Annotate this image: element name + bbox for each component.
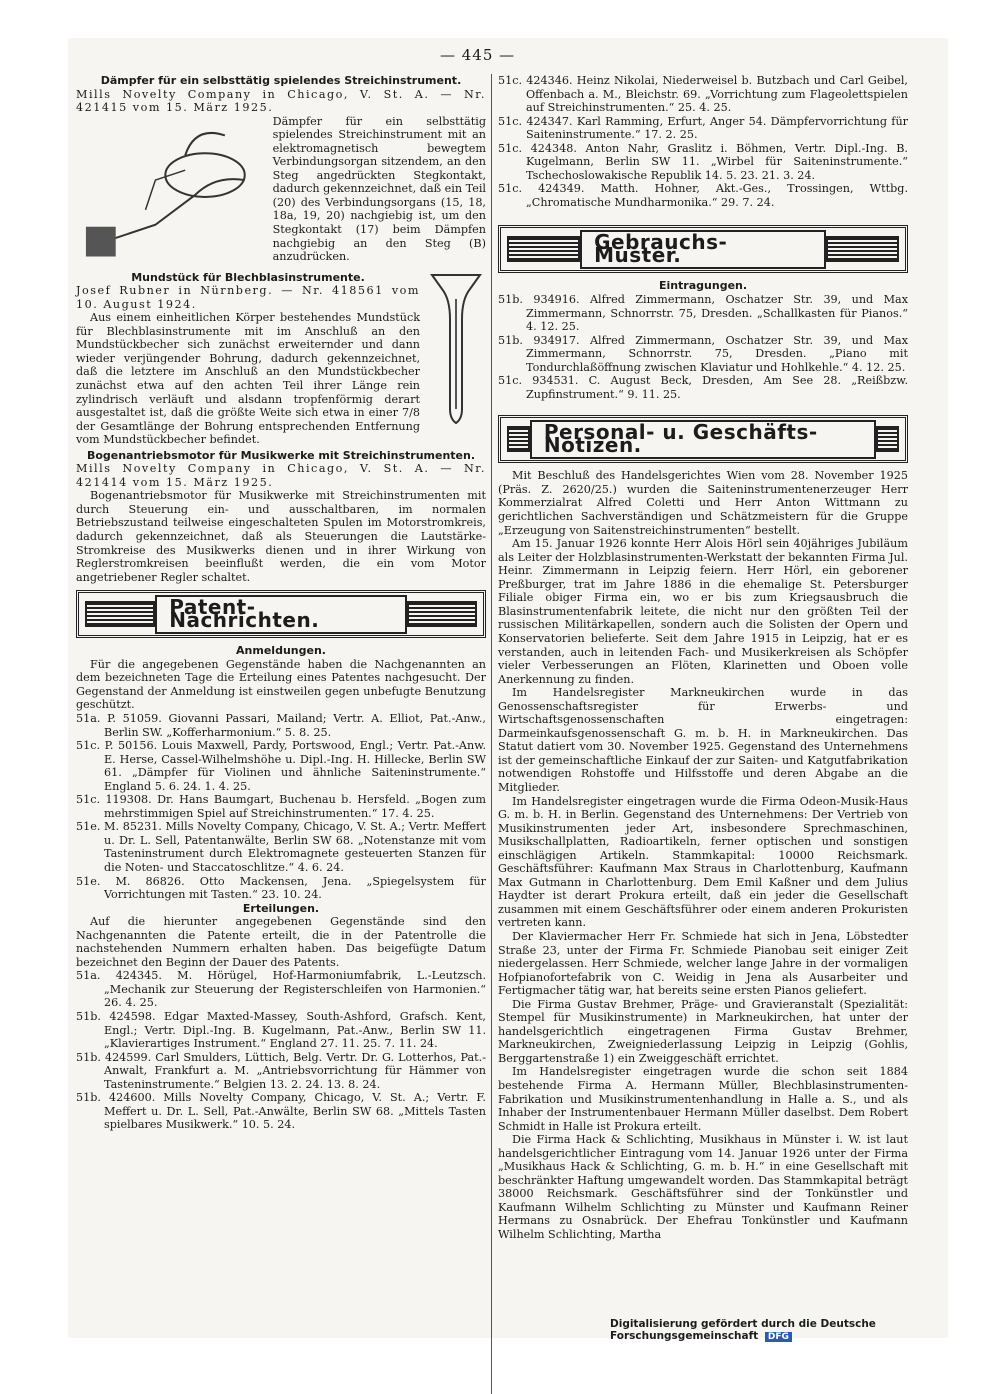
mouthpiece-figure — [426, 269, 486, 429]
list-item: 51c. 119308. Dr. Hans Baumgart, Buchenau b. Hersfeld. „Bogen zum mehrstimmigen Spiel auf Streichinstrumenten.“ 17. 4. 25. — [76, 793, 486, 820]
patent-line: Josef Rubner in Nürnberg. — Nr. 418561 vom 10. August 1924. — [76, 284, 420, 311]
article-heading: Mundstück für Blechblasinstrumente. — [131, 270, 365, 284]
section-heading: Anmeldungen. — [236, 644, 326, 658]
banner-ornament — [85, 601, 155, 627]
patent-line: Mills Novelty Company in Chicago, V. St. A. — Nr. 421415 vom 15. März 1925. — [76, 87, 486, 115]
article-text: Aus einem einheitlichen Körper bestehendes Mundstück für Blechblasinstrumente mit im Anschluß an den Mundstückbecher sich zunächst erweiternder und dann wieder verjüngender Bohrung, dadurch gekennzeichnet, daß die letztere im Anschluß an den Mundstückbecher zunächst etwa auf den achten Teil ihrer Länge rein zylindrisch verläuft und alsdann tropfenförmig derart ausgestaltet ist, daß die größte Weite sich etwa in einer 7/8 der Gesamtlänge der Bohrung entsprechenden Entfernung vom Mundstückbecher befindet. — [76, 311, 420, 447]
banner-ornament — [507, 236, 580, 262]
list-item: 51c. 424346. Heinz Nikolai, Niederweisel b. Butzbach und Carl Geibel, Offenbach a. M., Bleichstr. 69. „Vorrichtung zum Flageolettspielen auf Streichinstrumenten.“ 25. 4. 25. — [498, 74, 908, 115]
article-text: Bogenantriebsmotor für Musikwerke mit Streichinstrumenten mit durch Steuerung ein- und ausschaltbaren, im normalen Betriebszustand teilweise eingeschalteten Spulen im Motorstromkreis, dadurch gekennzeichnet, daß als Steuerungen die Lautstärke-Stromkreise des Musikwerks dienen und in ihrer Wirkung von Reglerstromkreisen beeinflußt werden, die ein vom Motor angetriebener Regler schaltet. — [76, 489, 486, 584]
section-heading: Erteilungen. — [242, 901, 320, 915]
banner-ornament — [507, 426, 530, 452]
list-item: 51c. P. 50156. Louis Maxwell, Pardy, Portswood, Engl.; Vertr. Pat.-Anw. E. Herse, Cassel-Wilhelmshöhe u. Dipl.-Ing. H. Hillecke, Berlin SW 61. „Dämpfer für Violinen und ähnliche Saiteninstrumente.“ England 5. 6. 24. 1. 4. 25. — [76, 739, 486, 793]
list-item: 51c. 424348. Anton Nahr, Graslitz i. Böhmen, Vertr. Dipl.-Ing. B. Kugelmann, Berlin SW 11. „Wirbel für Saiteninstrumente.“ Tschechoslowakische Republik 14. 5. 23. 21. 3. 24. — [498, 141, 908, 182]
list-item: 51b. 934917. Alfred Zimmermann, Oschatzer Str. 39, und Max Zimmermann, Schnorrstr. 75, Dresden. „Piano mit Tondurchlaßöffnung zwischen Klaviatur und Hohlkehle.“ 4. 12. 25. — [498, 333, 908, 374]
section-heading: Eintragungen. — [658, 279, 748, 293]
section-intro: Für die angegebenen Gegenstände haben die Nachgenannten an dem bezeichneten Tage die Erteilung eines Patentes nachgesucht. Der Gegenstand der Anmeldung ist einstweilen gegen unbefugte Benutzung geschützt. — [76, 657, 486, 712]
news-paragraph: Im Handelsregister eingetragen wurde die Firma Odeon-Musik-Haus G. m. b. H. in Berlin. Gegenstand des Unternehmens: Der Vertrieb von Musikinstrumenten jeder Art, insbesondere Sprechmaschinen, Musikschallplatten, Radioartikeln, ferner optischen und sonstigen einschlägigen Artikeln. Stammkapital: 10000 Reichsmark. Geschäftsführer: Kaufmann Max Straus in Charlottenburg, Kaufmann Max Gutmann in Charlottenburg. Dem Emil Kaßner und dem Julius Haydter ist derart Prokura erteilt, daß ein jeder die Gesellschaft zusammen mit einem Geschäftsführer oder einem anderen Prokuristen vertreten kann. — [498, 794, 908, 930]
figure-block — [76, 115, 486, 265]
news-paragraph: Der Klaviermacher Herr Fr. Schmiede hat sich in Jena, Löbstedter Straße 23, unter der Firma Fr. Schmiede Pianobau seit einiger Zeit niedergelassen. Herr Schmiede, welcher lange Jahre in der vormaligen Hofpianofortefabrik von C. Weidig in Jena als Ausarbeiter und Fertigmacher tätig war, hat bereits seine ersten Pianos geliefert. — [498, 929, 908, 998]
news-paragraph: Im Handelsregister eingetragen wurde die schon seit 1884 bestehende Firma A. Hermann Müller, Blechblasinstrumenten-Fabrikation und Musikinstrumentenhandlung in Halle a. S., und als Inhaber der Instrumentenbauer Hermann Müller daselbst. Dem Robert Schmidt in Halle ist Prokura erteilt. — [498, 1065, 908, 1133]
utility-model-banner — [498, 225, 908, 273]
section-intro: Auf die hierunter angegebenen Gegenstände sind den Nachgenannten die Patente erteilt, die in der Patentrolle die nachstehenden Nummern erhalten haben. Das beigefügte Datum bezeichnet den Beginn der Dauer des Patents. — [76, 915, 486, 969]
mouthpiece-block — [76, 269, 486, 447]
list-item: 51c. 424347. Karl Ramming, Erfurt, Anger 54. Dämpfervorrichtung für Saiteninstrumente.“ 17. 2. 25. — [498, 114, 908, 142]
banner-title: Gebrauchs-Muster. — [580, 230, 826, 269]
digitization-footer — [610, 1318, 1000, 1342]
list-item: 51b. 424599. Carl Smulders, Lüttich, Belg. Vertr. Dr. G. Lotterhos, Pat.-Anwalt, Frankfurt a. M. „Antriebsvorrichtung für Hämmer von Tasteninstrumente.“ Belgien 13. 2. 24. 13. 8. 24. — [76, 1050, 486, 1091]
banner-title: Patent-Nachrichten. — [155, 595, 407, 634]
news-paragraph: Im Handelsregister Markneukirchen wurde in das Genossenschaftsregister für Erwerbs- und Wirtschaftsgenossenschaften eingetragen: Darmeinkaufsgenossenschaft G. m. b. H. in Markneukirchen. Das Statut datiert vom 30. November 1925. Gegenstand des Unternehmens ist der gemeinschaftliche Einkauf der zur Saiten- und Katgutfabrikation notwendigen Rohstoffe und Hilfsstoffe und deren Abgabe an die Mitglieder. — [498, 686, 908, 794]
damper-figure — [76, 115, 265, 265]
patent-news-banner — [76, 590, 486, 638]
news-paragraph: Die Firma Hack & Schlichting, Musikhaus in Münster i. W. ist laut handelsgerichtlicher Eintragung vom 14. Januar 1926 unter der Firma „Musikhaus Hack & Schlichting, G. m. b. H.“ in eine Gesellschaft mit beschränkter Haftung umgewandelt worden. Das Stammkapital beträgt 38000 Reichsmark. Geschäftsführer sind der Tonkünstler und Kaufmann Wilhelm Schlichting zu Münster und Kaufmann Reiner Hermans zu Osnabrück. Der Ehefrau Tonkünstler und Kaufmann Wilhelm Schlichting, Martha — [498, 1133, 908, 1242]
personal-notes-banner — [498, 415, 908, 463]
footer-text: Digitalisierung gefördert durch die Deutsche Forschungsgemeinschaft — [610, 1318, 876, 1342]
news-paragraph: Mit Beschluß des Handelsgerichtes Wien vom 28. November 1925 (Präs. Z. 2620/25.) wurden die Saiteninstrumentenerzeuger Herr Kommerzialrat Alfred Coletti und Herr Anton Wittmann zu gerichtlichen Sachverständigen und Schätzmeistern für die Gruppe „Erzeugung von Saitenstreichinstrumenten“ bestellt. — [498, 469, 908, 537]
banner-ornament — [876, 426, 899, 452]
list-item: 51b. 934916. Alfred Zimmermann, Oschatzer Str. 39, und Max Zimmermann, Schnorrstr. 75, Dresden. „Schallkasten für Pianos.“ 4. 12. 25. — [498, 293, 908, 334]
list-item: 51c. 424349. Matth. Hohner, Akt.-Ges., Trossingen, Wttbg. „Chromatische Mundharmonika.“ 29. 7. 24. — [498, 182, 908, 209]
news-paragraph: Die Firma Gustav Brehmer, Präge- und Gravieranstalt (Spezialität: Stempel für Musikinstrumente) in Markneukirchen, hat unter der handelsgerichtlich eingetragenen Firma Gustav Brehmer, Markneukirchen, Zweigniederlassung Leipzig in Leipzig (Gohlis, Berggartenstraße 1) ein Zweiggeschäft errichtet. — [498, 997, 908, 1065]
list-item: 51b. 424598. Edgar Maxted-Massey, South-Ashford, Grafsch. Kent, Engl.; Vertr. Dipl.-Ing. B. Kugelmann, Pat.-Anw., Berlin SW 11. „Klavierartiges Instrument.“ England 27. 11. 25. 7. 11. 24. — [76, 1009, 486, 1051]
dfg-logo: DFG — [765, 1332, 792, 1342]
banner-title: Personal- u. Geschäfts-Notizen. — [530, 420, 876, 459]
list-item: 51c. 934531. C. August Beck, Dresden, Am See 28. „Reißbzw. Zupfinstrument.“ 9. 11. 25. — [498, 374, 908, 401]
figure-caption-text: Dämpfer für ein selbsttätig spielendes Streichinstrument mit an elektromagnetisch bewegtem Verbindungsorgan sitzendem, an den Steg angedrückten Stegkontakt, dadurch gekennzeichnet, daß ein Teil (20) des Verbindungsorgans (15, 18, 18a, 19, 20) nachgiebig ist, um den Stegkontakt (17) beim Dämpfen nachgiebig an den Steg (B) anzudrücken. — [272, 114, 486, 264]
list-item: 51a. P. 51059. Giovanni Passari, Mailand; Vertr. A. Elliot, Pat.-Anw., Berlin SW. „Kofferharmonium.“ 5. 8. 25. — [76, 711, 486, 739]
news-paragraph: Am 15. Januar 1926 konnte Herr Alois Hörl sein 40jähriges Jubiläum als Leiter der Holzblasinstrumenten-Werkstatt der bekannten Firma Jul. Heinr. Zimmermann in Leipzig feiern. Herr Hörl, ein geborener Preßburger, trat im Jahre 1886 in die ehemalige St. Petersburger Filiale obiger Firma ein, wo er bis zum Kriegsausbruch die Blasinstrumentenfabrik leitete, die nicht nur den größten Teil der russischen Militärkapellen, sondern auch die Solisten der Opern und Konservatorien belieferte. Seit dem Jahre 1915 in Leipzig, hat er es verstanden, auch in leitenden Fach- und Musikerkreisen als Schöpfer vieler Verbesserungen an Flöten, Klarinetten und Oboen volle Anerkennung zu finden. — [498, 537, 908, 686]
left-column — [76, 74, 486, 1132]
page-number: — 445 — — [440, 46, 516, 64]
article-heading: Dämpfer für ein selbsttätig spielendes Streichinstrument. — [100, 74, 462, 87]
patent-line: Mills Novelty Company in Chicago, V. St. A. — Nr. 421414 vom 15. März 1925. — [76, 462, 486, 489]
list-item: 51e. M. 86826. Otto Mackensen, Jena. „Spiegelsystem für Vorrichtungen mit Tasten.“ 23. 10. 24. — [76, 874, 486, 902]
list-item: 51e. M. 85231. Mills Novelty Company, Chicago, V. St. A.; Vertr. Meffert u. Dr. L. Sell, Patentanwälte, Berlin SW 68. „Notenstanze mit vom Tasteninstrument durch Elektromagnete gesteuerten Stanzen für die Noten- und Staccatoschlitze.“ 4. 6. 24. — [76, 820, 486, 874]
article-heading: Bogenantriebsmotor für Musikwerke mit Streichinstrumenten. — [86, 448, 476, 462]
banner-ornament — [407, 601, 477, 627]
right-column — [498, 74, 908, 1242]
list-item: 51a. 424345. M. Hörügel, Hof-Harmoniumfabrik, L.-Leutzsch. „Mechanik zur Steuerung der Registerschleifen von Harmonien.“ 26. 4. 25. — [76, 969, 486, 1010]
list-item: 51b. 424600. Mills Novelty Company, Chicago, V. St. A.; Vertr. F. Meffert u. Dr. L. Sell, Pat.-Anwälte, Berlin SW 68. „Mittels Tasten spielbares Musikwerk.“ 10. 5. 24. — [76, 1091, 486, 1132]
column-divider — [491, 74, 492, 1394]
banner-ornament — [826, 236, 899, 262]
